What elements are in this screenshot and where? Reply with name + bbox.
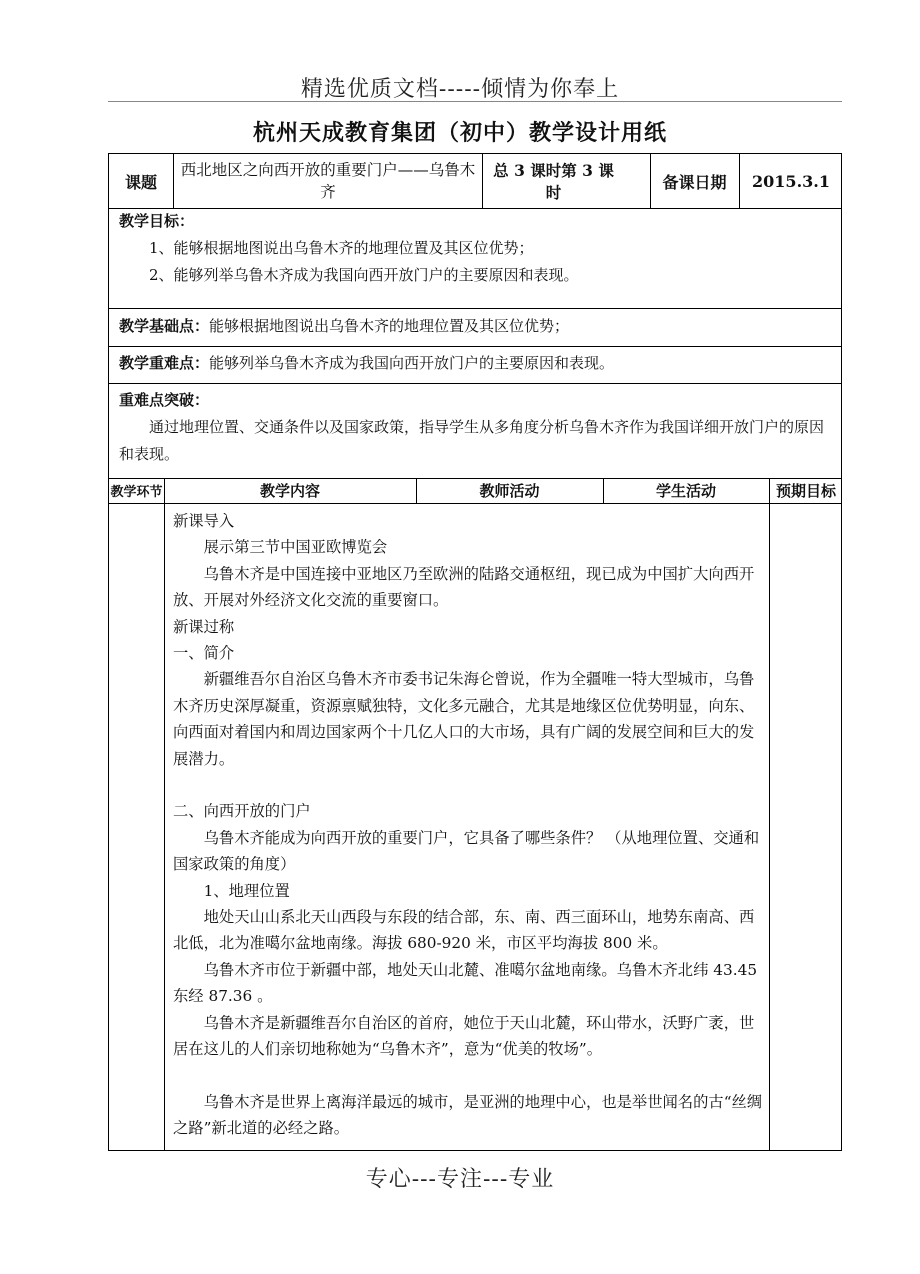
- basics-text: 能够根据地图说出乌鲁木齐的地理位置及其区位优势；: [209, 317, 570, 335]
- topic-value: 西北地区之向西开放的重要门户——乌鲁木齐: [180, 161, 476, 201]
- basics-label: 教学基础点：: [119, 317, 210, 335]
- sub1-paragraph: 乌鲁木齐是新疆维吾尔自治区的首府，她位于天山北麓，环山带水，沃野广袤，世居在这儿的人们亲切地称她为“乌鲁木齐”，意为“优美的牧场”。: [173, 1013, 755, 1059]
- row-divider: [109, 503, 841, 504]
- sub1-paragraph: 地处天山山系北天山西段与东段的结合部，东、南、西三面环山，地势东南高、西北低，北为准噶尔盆地南缘。海拔 680-920 米，市区平均海拔 800 米。: [173, 908, 755, 953]
- objectives-label: 教学目标：: [119, 212, 195, 230]
- topic-label: 课题: [124, 172, 157, 192]
- section2-title: 二、向西开放的门户: [173, 802, 311, 821]
- col-header-stage: 教学环节: [110, 485, 163, 500]
- col-divider: [164, 503, 165, 1150]
- document-title: 杭州天成教育集团（初中）教学设计用纸: [252, 120, 667, 146]
- difficulty-label: 教学重难点：: [119, 354, 210, 372]
- page-header: 精选优质文档-----倾情为你奉上: [300, 77, 620, 102]
- page-footer: 专心---专注---专业: [365, 1167, 555, 1192]
- objectives-section: [119, 208, 831, 289]
- objective-item: 1、能够根据地图说出乌鲁木齐的地理位置及其区位优势；: [149, 239, 534, 257]
- intro-heading: 新课导入: [173, 512, 235, 530]
- lesson-plan-table: [108, 153, 842, 1151]
- period-count: 总 3 课时第 3 课时: [493, 161, 614, 202]
- sub1-title: 1、地理位置: [203, 881, 290, 900]
- sub1-paragraph: 乌鲁木齐市位于新疆中部，地处天山北麓、准噶尔盆地南缘。乌鲁木齐北纬 43.45 东经 87.36 。: [173, 960, 758, 1006]
- breakthrough-text: 通过地理位置、交通条件以及国家政策，指导学生从多角度分析乌鲁木齐作为我国详细开放门户的原因和表现。: [119, 418, 825, 463]
- row-divider: [109, 346, 841, 347]
- basics-section: [119, 313, 831, 340]
- transition-heading: 新课过称: [173, 617, 235, 636]
- intro-text: 乌鲁木齐是中国连接中亚地区乃至欧洲的陆路交通枢纽，现已成为中国扩大向西开放、开展对外经济文化交流的重要窗口。: [173, 564, 755, 610]
- header-divider: [108, 101, 842, 102]
- difficulty-text: 能够列举乌鲁木齐成为我国向西开放门户的主要原因和表现。: [209, 354, 615, 372]
- difficulty-section: [119, 350, 831, 377]
- row-divider: [109, 308, 841, 309]
- row-divider: [109, 383, 841, 384]
- col-header-teacher: 教师活动: [479, 482, 540, 500]
- objective-item: 2、能够列举乌鲁木齐成为我国向西开放门户的主要原因和表现。: [149, 266, 579, 284]
- section1-text: 新疆维吾尔自治区乌鲁木齐市委书记朱海仑曾说，作为全疆唯一特大型城市，乌鲁木齐历史深厚凝重，资源禀赋独特，文化多元融合，尤其是地缘区位优势明显，向东、向西面对着国内和周边国家两个十几亿人口的大市场，具有广阔的发展空间和巨大的发展潜力。: [173, 670, 755, 768]
- col-header-goal: 预期目标: [775, 482, 836, 500]
- lesson-content: [173, 508, 769, 1142]
- date-label: 备课日期: [662, 172, 727, 192]
- breakthrough-label: 重难点突破：: [119, 391, 210, 409]
- col-divider: [769, 478, 770, 1150]
- col-header-content: 教学内容: [259, 482, 320, 500]
- date-value: 2015.3.1: [752, 171, 830, 191]
- sub1-paragraph: 乌鲁木齐是世界上离海洋最远的城市，是亚洲的地理中心，也是举世闻名的古“丝绸之路”新北道的必经之路。: [173, 1092, 763, 1138]
- section2-question: 乌鲁木齐能成为向西开放的重要门户，它具备了哪些条件？ （从地理位置、交通和国家政策的角度）: [173, 828, 760, 874]
- col-divider: [173, 154, 174, 208]
- col-header-student: 学生活动: [655, 482, 716, 500]
- intro-show: 展示第三节中国亚欧博览会: [203, 538, 388, 557]
- breakthrough-section: [119, 387, 831, 468]
- section1-title: 一、简介: [173, 644, 235, 663]
